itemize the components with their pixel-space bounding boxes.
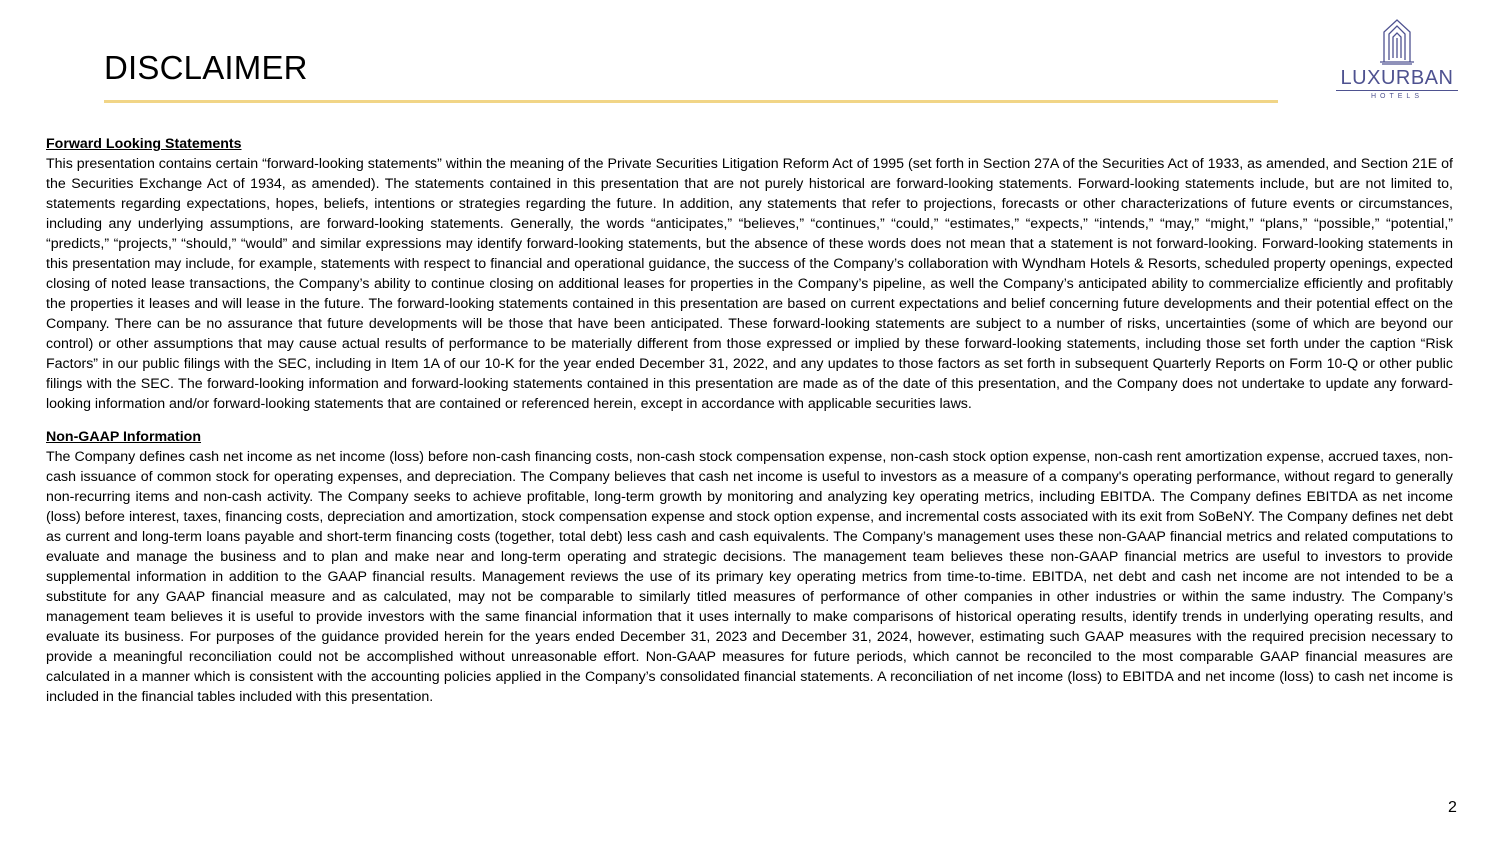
luxurban-logo bbox=[1330, 18, 1464, 104]
page-title: DISCLAIMER bbox=[104, 49, 308, 86]
building-icon bbox=[1330, 18, 1464, 66]
title-underline bbox=[104, 100, 1278, 103]
logo-divider bbox=[1336, 90, 1458, 91]
logo-wordmark: LUXURBAN bbox=[1340, 67, 1454, 89]
section-heading: Forward Looking Statements bbox=[46, 136, 242, 152]
section-heading: Non-GAAP Information bbox=[46, 429, 202, 445]
section-body: The Company defines cash net income as net income (loss) before non-cash financing costs, non-cash stock compensation expense, non-cash stock option expense, non-cash rent amortization expense, accrued taxes, non-cash issuance of common stock for operating expenses, and depreciation. The Company believes that cash net income is useful to investors as a measure of a company's operating performance, without regard to generally non-recurring items and non-cash activity. The Company seeks to achieve profitable, long-term growth by monitoring and analyzing key operating metrics, including EBITDA. The Company defines EBITDA as net income (loss) before interest, taxes, financing costs, depreciation and amortization, stock compensation expense and stock option expense, and incremental costs associated with its exit from SoBeNY. The Company defines net debt as current and long-term loans payable and short-term financing costs (together, total debt) less cash and cash equivalents. The Company’s management uses these non-GAAP financial metrics and related computations to evaluate and manage the business and to plan and make near and long-term operating and strategic decisions. The management team believes these non-GAAP financial metrics are useful to investors to provide supplemental information in addition to the GAAP financial results. Management reviews the use of its primary key operating metrics from time-to-time. EBITDA, net debt and cash net income are not intended to be a substitute for any GAAP financial measure and as calculated, may not be comparable to similarly titled measures of performance of other companies in other industries or within the same industry. The Company’s management team believes it is useful to provide investors with the same financial information that it uses internally to make comparisons of historical operating results, identify trends in underlying operating results, and evaluate its business. For purposes of the guidance provided herein for the years ended December 31, 2023 and December 31, 2024, however, estimating such GAAP measures with the required precision necessary to provide a meaningful reconciliation could not be accomplished without unreasonable effort. Non-GAAP measures for future periods, which cannot be reconciled to the most comparable GAAP financial measures are calculated in a manner which is consistent with the accounting policies applied in the Company’s consolidated financial statements. A reconciliation of net income (loss) to EBITDA and net income (loss) to cash net income is included in the financial tables included with this presentation. bbox=[46, 449, 1453, 705]
non-gaap-section bbox=[46, 427, 1453, 707]
page-number: 2 bbox=[1448, 799, 1457, 816]
forward-looking-section bbox=[46, 134, 1453, 414]
disclaimer-content bbox=[46, 134, 1453, 707]
logo-subtitle: HOTELS bbox=[1370, 93, 1423, 100]
section-body: This presentation contains certain “forward-looking statements” within the meaning of the Private Securities Litigation Reform Act of 1995 (set forth in Section 27A of the Securities Act of 1933, as amended, and Section 21E of the Securities Exchange Act of 1934, as amended). The statements contained in this presentation that are not purely historical are forward-looking statements. Forward-looking statements include, but are not limited to, statements regarding expectations, hopes, beliefs, intentions or strategies regarding the future. In addition, any statements that refer to projections, forecasts or other characterizations of future events or circumstances, including any underlying assumptions, are forward-looking statements. Generally, the words “anticipates,” “believes,” “continues,” “could,” “estimates,” “expects,” “intends,” “may,” “might,” “plans,” “possible,” “potential,” “predicts,” “projects,” “should,” “would” and similar expressions may identify forward-looking statements, but the absence of these words does not mean that a statement is not forward-looking. Forward-looking statements in this presentation may include, for example, statements with respect to financial and operational guidance, the success of the Company’s collaboration with Wyndham Hotels & Resorts, scheduled property openings, expected closing of noted lease transactions, the Company’s ability to continue closing on additional leases for properties in the Company’s pipeline, as well the Company’s anticipated ability to commercialize efficiently and profitably the properties it leases and will lease in the future. The forward-looking statements contained in this presentation are based on current expectations and belief concerning future developments and their potential effect on the Company. There can be no assurance that future developments will be those that have been anticipated. These forward-looking statements are subject to a number of risks, uncertainties (some of which are beyond our control) or other assumptions that may cause actual results of performance to be materially different from those expressed or implied by these forward-looking statements, including those set forth under the caption “Risk Factors” in our public filings with the SEC, including in Item 1A of our 10-K for the year ended December 31, 2022, and any updates to those factors as set forth in subsequent Quarterly Reports on Form 10-Q or other public filings with the SEC. The forward-looking information and forward-looking statements contained in this presentation are made as of the date of this presentation, and the Company does not undertake to update any forward-looking information and/or forward-looking statements that are contained or referenced herein, except in accordance with applicable securities laws. bbox=[46, 156, 1453, 412]
